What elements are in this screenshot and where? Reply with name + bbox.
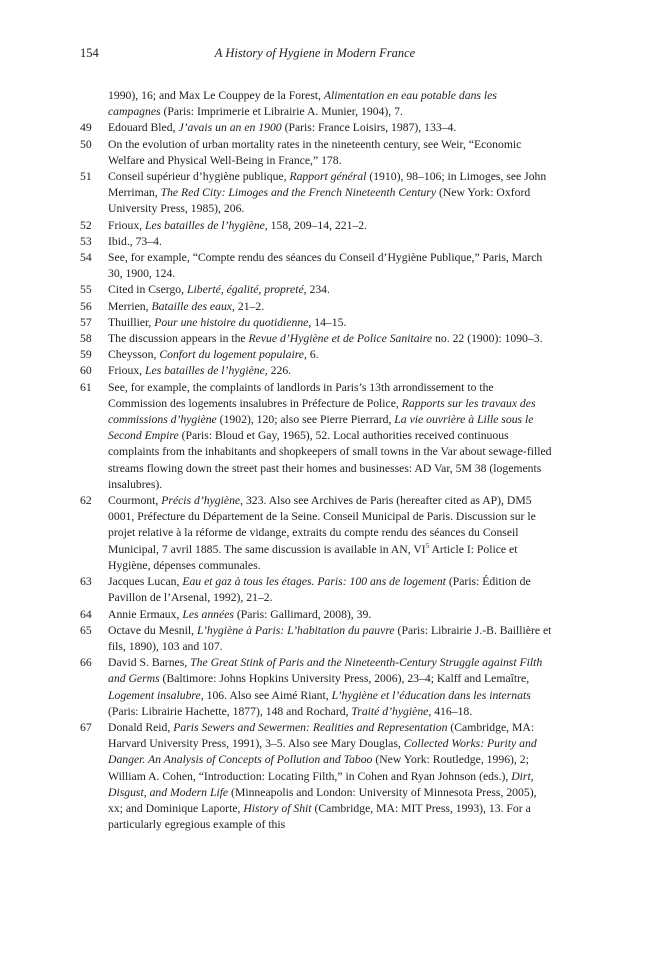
italic-title: L’hygiène et l’éducation dans les internats [331,688,531,702]
text-run: (Baltimore: Johns Hopkins University Press, 2006), 23–4; Kalff and Lemaître, [159,672,530,686]
text-run: Cited in Csergo, [108,283,187,297]
italic-title: Rapports sur les travaux des commissions d’hygiène [108,396,536,427]
endnote-text [108,218,552,234]
italic-title: The Red City: Limoges and the French Nineteenth Century [160,186,437,200]
endnote [80,574,552,606]
text-run: , 226. [264,364,292,378]
text-run: Donald Reid, [108,720,174,734]
text-run: (New York: Routledge, 1996), 2; William A. Cohen, “Introduction: Locating Filth,” in Cohen and Ryan Johnson (eds.), [108,753,529,783]
running-title: A History of Hygiene in Modern France [214,46,416,60]
endnote-number: 66 [80,656,92,670]
text-run: (Cambridge, MA: Harvard University Press, 1991), 3–5. Also see Mary Douglas, [108,720,535,751]
endnote [80,315,552,331]
endnote-text [108,720,552,833]
italic-title: Les années [182,607,234,621]
endnote-number: 56 [80,299,92,313]
endnote-number: 52 [80,218,92,232]
endnote [80,137,552,169]
endnote-text [108,88,552,120]
endnote-number: 58 [80,332,92,346]
page-number: 154 [80,46,99,60]
endnote-text [108,363,552,379]
endnote [80,331,552,347]
italic-title: Rapport général [289,170,367,184]
endnote-text [108,250,552,282]
italic-title: Logement insalubre [108,688,201,702]
italic-title: Dirt, Disgust, and Modern Life [108,769,534,799]
text-run: , 158, 209–14, 221–2. [264,218,368,232]
text-run: Article I: Police et Hygiène, dépenses communales. [108,542,518,572]
italic-title: Traité d’hygiène [351,704,429,718]
text-run: (Paris: Édition de Pavillon de l’Arsenal, 1992), 21–2. [108,575,531,605]
text-run: On the evolution of urban mortality rates in the nineteenth century, see Weir, “Economic Welfare and Physical Well-Being in France,” 178. [108,137,522,167]
text-run: , 14–15. [308,315,347,329]
italic-title: Les batailles de l’hygiène [145,218,265,232]
endnote-text [108,169,552,218]
endnote-number: 49 [80,121,92,135]
endnote-text [108,655,552,720]
endnote [80,169,552,218]
italic-title: Liberté, égalité, propreté [187,283,304,297]
endnote [80,250,552,282]
endnote [80,347,552,363]
endnote-text [108,137,552,169]
italic-title: L’hygiène à Paris: L’habitation du pauvre [196,623,395,637]
text-run: (1910), 98–106; in Limoges, see John Merriman, [108,170,547,200]
italic-title: The Great Stink of Paris and the Nineteenth-Century Struggle against Filth and Germs [108,656,543,686]
text-run: (Paris: Bloud et Gay, 1965), 52. Local authorities received continuous complaints from the inhabitants and shopkeepers of small towns in the Var about sewage-filled streams flowing down the street past their homes and businesses: AD Var, 5M 38 (logements insalubres). [108,429,552,491]
endnote-number: 51 [80,170,92,184]
text-run: Octave du Mesnil, [108,623,197,637]
text-run: David S. Barnes, [108,656,191,670]
text-run: no. 22 (1900): 1090–3. [432,332,543,346]
endnote-text [108,120,552,136]
endnote-number: 59 [80,348,92,362]
endnote-number: 53 [80,234,92,248]
italic-title: Précis d’hygiène [161,494,241,508]
endnote-text [108,623,552,655]
italic-title: Bataille des eaux [151,299,232,313]
endnote-number: 50 [80,137,92,151]
text-run: (Paris: Imprimerie et Librairie A. Munier, 1904), 7. [160,105,403,119]
text-run: Cheysson, [108,348,160,362]
text-run: Conseil supérieur d’hygiène publique, [108,170,290,184]
italic-title: Revue d’Hygiène et de Police Sanitaire [248,332,433,346]
endnote [80,282,552,298]
text-run: (New York: Oxford University Press, 1985), 206. [108,186,531,216]
italic-title: Les batailles de l’hygiène [145,364,265,378]
text-run: (Cambridge, MA: MIT Press, 1993), 13. For a particularly egregious example of this [108,801,531,832]
endnote [80,218,552,234]
endnote [80,380,552,493]
text-run: , 106. Also see Aimé Riant, [200,688,332,702]
text-run: (Minneapolis and London: University of Minnesota Press, 2005), xx; and Dominique Laporte, [108,785,537,815]
endnote [80,234,552,250]
text-run: (Paris: Librairie Hachette, 1877), 148 and Rochard, [108,704,352,718]
text-run: (1902), 120; also see Pierre Pierrard, [216,413,395,427]
endnote-text [108,234,552,250]
endnote-number: 62 [80,494,92,508]
text-run: Ibid., 73–4. [108,234,162,248]
italic-title: Paris Sewers and Sewermen: Realities and Representation [173,720,448,734]
endnote [80,493,552,574]
italic-title: History of Shit [243,801,312,815]
text-run: , 21–2. [232,299,265,313]
endnote-text [108,299,552,315]
text-run: See, for example, “Compte rendu des séances du Conseil d’Hygiène Publique,” Paris, March 30, 1900, 124. [108,251,543,281]
text-run: Courmont, [108,494,162,508]
text-run: Frioux, [108,364,146,378]
endnote-number: 54 [80,251,92,265]
italic-title: J’avais un an en 1900 [178,121,282,135]
endnote-text [108,347,552,363]
endnote-text [108,380,552,493]
endnote-number: 65 [80,623,92,637]
endnote-text [108,574,552,606]
text-run: (Paris: Librairie J.-B. Baillière et fils, 1890), 103 and 107. [108,623,552,653]
endnote [80,720,552,833]
endnote [80,363,552,379]
endnote-number: 60 [80,364,92,378]
text-run: , 416–18. [428,704,473,718]
endnote-text [108,331,552,347]
text-run: , 323. Also see Archives de Paris (hereafter cited as AP), DM5 0001, Préfecture du Département de la Seine. Conseil Municipal de Paris. Discussion sur le projet relative à la réforme de vidange, extraits du compte rendu des séances du Conseil Municipal, 7 avril 1885. The same discussion is available in AN, VI [108,494,536,556]
italic-title: Alimentation en eau potable dans les campagnes [108,89,497,119]
superscript: 5 [425,541,430,550]
endnote [80,299,552,315]
endnote [80,623,552,655]
text-run: Annie Ermaux, [108,607,183,621]
italic-title: Pour une histoire du quotidienne [154,315,309,329]
endnote [80,655,552,720]
endnote-number: 57 [80,315,92,329]
italic-title: La vie ouvrière à Lille sous le Second Empire [108,413,534,443]
text-run: 1990), 16; and Max Le Couppey de la Forest, [108,89,324,102]
italic-title: Eau et gaz à tous les étages. Paris: 100 ans de logement [182,575,446,589]
endnotes-list [80,88,552,833]
endnote-text [108,315,552,331]
endnote-number: 63 [80,575,92,589]
text-run: Thuillier, [108,315,155,329]
endnote [80,120,552,136]
endnote-number: 67 [80,720,92,734]
endnote-text [108,607,552,623]
endnote-number: 55 [80,283,92,297]
endnote [80,88,552,120]
text-run: (Paris: Gallimard, 2008), 39. [233,607,372,621]
endnote-text [108,493,552,574]
page-header [80,46,550,62]
text-run: Frioux, [108,218,146,232]
endnote-number: 61 [80,380,92,394]
text-run: The discussion appears in the [108,332,249,346]
text-run: , 234. [303,283,330,297]
text-run: Merrien, [108,299,152,313]
endnote [80,607,552,623]
endnote-text [108,282,552,298]
italic-title: Confort du logement populaire [159,348,304,362]
italic-title: Collected Works: Purity and Danger. An Analysis of Concepts of Pollution and Taboo [108,737,537,767]
text-run: , 6. [304,348,319,362]
text-run: Edouard Bled, [108,121,179,135]
text-run: (Paris: France Loisirs, 1987), 133–4. [281,121,457,135]
endnote-number: 64 [80,607,92,621]
text-run: See, for example, the complaints of landlords in Paris’s 13th arrondissement to the Commission des logements insalubres in Préfecture de Police, [108,380,494,410]
text-run: Jacques Lucan, [108,575,183,589]
